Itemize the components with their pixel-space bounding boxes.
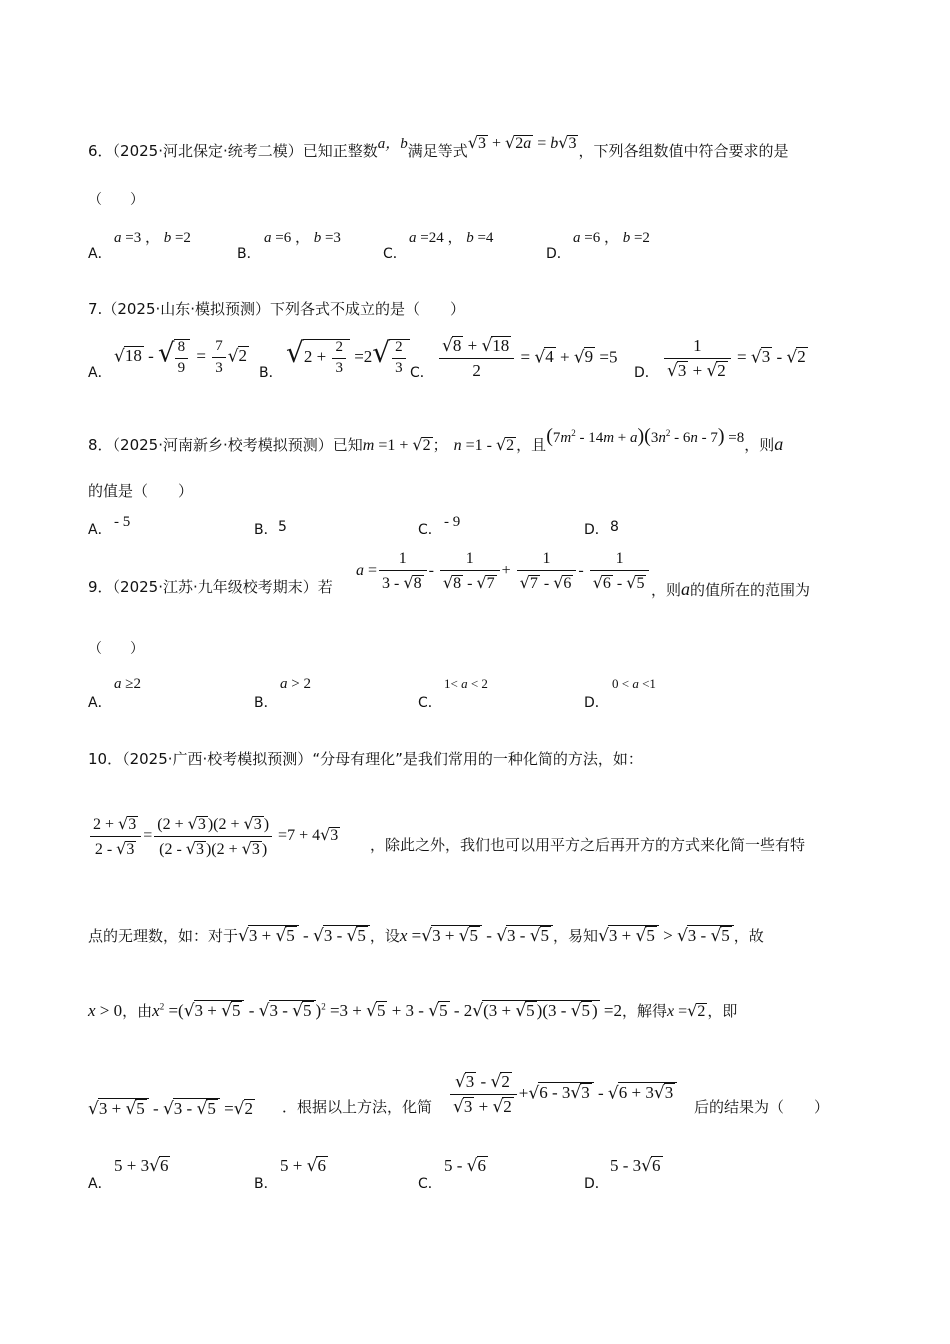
q10-option-c[interactable]: 5 - √6 <box>444 1156 487 1176</box>
q10-line5-b: 后的结果为（ ） <box>694 1098 830 1116</box>
q9-option-d[interactable]: 0 < a <1 <box>612 676 656 691</box>
q10-option-d-label[interactable]: D． <box>584 1176 609 1192</box>
q7-stem <box>88 302 465 317</box>
q10-line2-text: ，除此之外，我们也可以用平方之后再开方的方式来化简一些有特 <box>370 836 806 854</box>
q8-number: 8． <box>88 436 113 454</box>
q10-example-equation: $\frac{2 + √3}{2 - √3}$ = $\frac{(2 + √3 )(2 + √3 )}{(2 - √3 )(2 + √3 )}$ =7 + 4√3 <box>88 814 340 859</box>
q8-text2: ，且 <box>516 436 547 454</box>
q8-equation: $(7m^2 - 14m + a)(3n^2 - 6n - 7) =8$ <box>546 425 745 447</box>
q9-text1: 若 <box>317 578 333 596</box>
q6-option-a-label[interactable]: A． <box>88 246 112 262</box>
q6-option-d[interactable]: a =6 ， b =2 <box>573 230 650 246</box>
q7-source: （2025·山东·模拟预测） <box>102 300 271 318</box>
q6-vars: a，b <box>377 136 408 152</box>
q10-line3-b: ，设 <box>369 927 400 945</box>
q10-option-a[interactable]: 5 + 3√6 <box>114 1156 169 1176</box>
q8-option-b[interactable]: 5 <box>278 519 287 535</box>
q9-text2: ，则 <box>651 581 682 599</box>
q9-option-a-label[interactable]: A． <box>88 695 112 711</box>
q6-number: 6． <box>88 142 113 160</box>
q9-text3: 的值所在的范围为 <box>690 581 811 599</box>
q10-line4-b: ，解得 <box>622 1002 668 1020</box>
q8-option-a-label[interactable]: A． <box>88 522 112 538</box>
q10-stem-line1 <box>88 752 643 767</box>
q7-option-b[interactable]: √2 + $\frac{2}{3}$ =2√ $\frac{2}{3}$ <box>286 336 410 376</box>
q9-number: 9． <box>88 578 113 596</box>
q8-source: （2025·河南新乡·校考模拟预测） <box>112 436 333 454</box>
q9-var: a <box>681 579 691 599</box>
q10-number: 10． <box>88 750 123 768</box>
q6-option-a[interactable]: a =3 ， b =2 <box>114 230 191 246</box>
q8-n-expr: n =1 - √2 <box>453 435 515 454</box>
q10-conclusion: √3 + √5 - √3 - √5 =√2 <box>88 1099 253 1119</box>
q10-option-c-label[interactable]: C． <box>418 1176 442 1192</box>
q7-option-a-label[interactable]: A． <box>88 365 112 381</box>
q10-line4-a: ，由 <box>122 1002 153 1020</box>
q7-number: 7. <box>88 300 103 318</box>
q7-text: 下列各式不成立的是（ ） <box>270 300 466 318</box>
q10-expr-1: √3 + √5 - √3 - √5 <box>238 926 370 945</box>
q7-option-d[interactable]: $\frac{1}{√3 + √2}$ = √3 - √2 <box>662 336 808 381</box>
q8-option-d-label[interactable]: D． <box>584 522 609 538</box>
q9-option-a[interactable]: a ≥2 <box>114 676 141 692</box>
q10-x-positive: x > 0 <box>88 1001 123 1020</box>
q10-x-result: x =√2 <box>667 1001 706 1020</box>
q9-option-b[interactable]: a > 2 <box>280 676 311 692</box>
q6-option-c-label[interactable]: C． <box>383 246 407 262</box>
q10-line3-a: 点的无理数，如：对于 <box>88 927 239 945</box>
q8-option-c-label[interactable]: C． <box>418 522 442 538</box>
q6-bracket: （ ） <box>88 192 144 208</box>
q8-stem-line2: 的值是（ ） <box>88 482 194 500</box>
q10-line4 <box>88 1000 737 1021</box>
q8-option-b-label[interactable]: B． <box>254 522 278 538</box>
q6-option-b-label[interactable]: B． <box>237 246 261 262</box>
q6-equation: √3 + √2a = b√3 <box>467 133 577 152</box>
q10-option-b-label[interactable]: B． <box>254 1176 278 1192</box>
q10-text: “分母有理化”是我们常用的一种化简的方法，如： <box>312 750 643 768</box>
q9-bracket: （ ） <box>88 641 144 657</box>
q7-option-c[interactable]: $\frac{√8 + √18}{2}$ = √4 + √9 =5 <box>437 336 618 381</box>
q6-source: （2025·河北保定·统考二模） <box>112 142 303 160</box>
q10-line3-c: ，易知 <box>553 927 599 945</box>
q6-stem-line1 <box>88 133 789 161</box>
q6-option-d-label[interactable]: D． <box>546 246 571 262</box>
q8-stem-line1 <box>88 425 784 455</box>
q9-option-d-label[interactable]: D． <box>584 695 609 711</box>
q10-line3-d: ，故 <box>733 927 764 945</box>
q8-option-c[interactable]: - 9 <box>444 514 461 530</box>
q9-stem-tail <box>651 580 810 598</box>
q8-m-expr: m =1 + √2 <box>362 435 431 454</box>
q7-option-b-label[interactable]: B． <box>259 365 283 381</box>
q8-option-a[interactable]: - 5 <box>114 514 131 530</box>
q7-option-c-label[interactable]: C． <box>410 365 434 381</box>
q7-option-a[interactable]: √18 - √ $\frac{8}{9}$ = $\frac{7}{3}$ √2 <box>114 338 248 376</box>
q8-sep: ； <box>432 436 448 454</box>
q6-option-c[interactable]: a =24 ， b =4 <box>409 230 494 246</box>
q9-option-c[interactable]: 1< a < 2 <box>444 676 488 691</box>
q10-line4-c: ，即 <box>707 1002 738 1020</box>
q8-text1: 已知 <box>332 436 363 454</box>
q8-text3: ，则 <box>744 436 775 454</box>
q9-source: （2025·江苏·九年级校考期末） <box>112 578 318 596</box>
q8-option-d[interactable]: 8 <box>610 519 619 535</box>
q10-line5-a: ．根据以上方法，化简 <box>282 1098 433 1116</box>
q6-text1: 已知正整数 <box>302 142 378 160</box>
q9-equation: a = $\frac{1}{3 - √8}$ - $\frac{1}{√8 - √7}$ + $\frac{1}{√7 - √6}$ - $\frac{1}{√6 - √5}$ <box>356 550 651 593</box>
q8-var: a <box>774 434 784 454</box>
q9-option-b-label[interactable]: B． <box>254 695 278 711</box>
q10-line3 <box>88 925 764 946</box>
q6-text2: 满足等式 <box>407 142 468 160</box>
q9-option-c-label[interactable]: C． <box>418 695 442 711</box>
q10-expr-x: x =√3 + √5 - √3 - √5 <box>400 926 553 945</box>
q6-text3: ，下列各组数值中符合要求的是 <box>578 142 789 160</box>
q10-option-a-label[interactable]: A． <box>88 1176 112 1192</box>
q7-option-d-label[interactable]: D． <box>634 365 659 381</box>
q6-option-b[interactable]: a =6 ， b =3 <box>264 230 341 246</box>
q10-expr-square: $x^2 =(√3 + √5 - √3 - √5$ )$^2$ =3 + √5 + 3 - √5 - 2√(3 + √5 )(3 - √5 ) =2 <box>152 1001 623 1021</box>
q10-expr-compare: √3 + √5 > √3 - √5 <box>598 926 734 945</box>
q10-option-b[interactable]: 5 + √6 <box>280 1156 326 1176</box>
q10-source: （2025·广西·校考模拟预测） <box>122 750 313 768</box>
q10-option-d[interactable]: 5 - 3√6 <box>610 1156 661 1176</box>
q10-target-expr: $\frac{√3 - √2}{√3 + √2}$ +√6 - 3√3 - √6 + 3√3 <box>448 1072 677 1117</box>
q9-stem-line1 <box>88 580 333 595</box>
